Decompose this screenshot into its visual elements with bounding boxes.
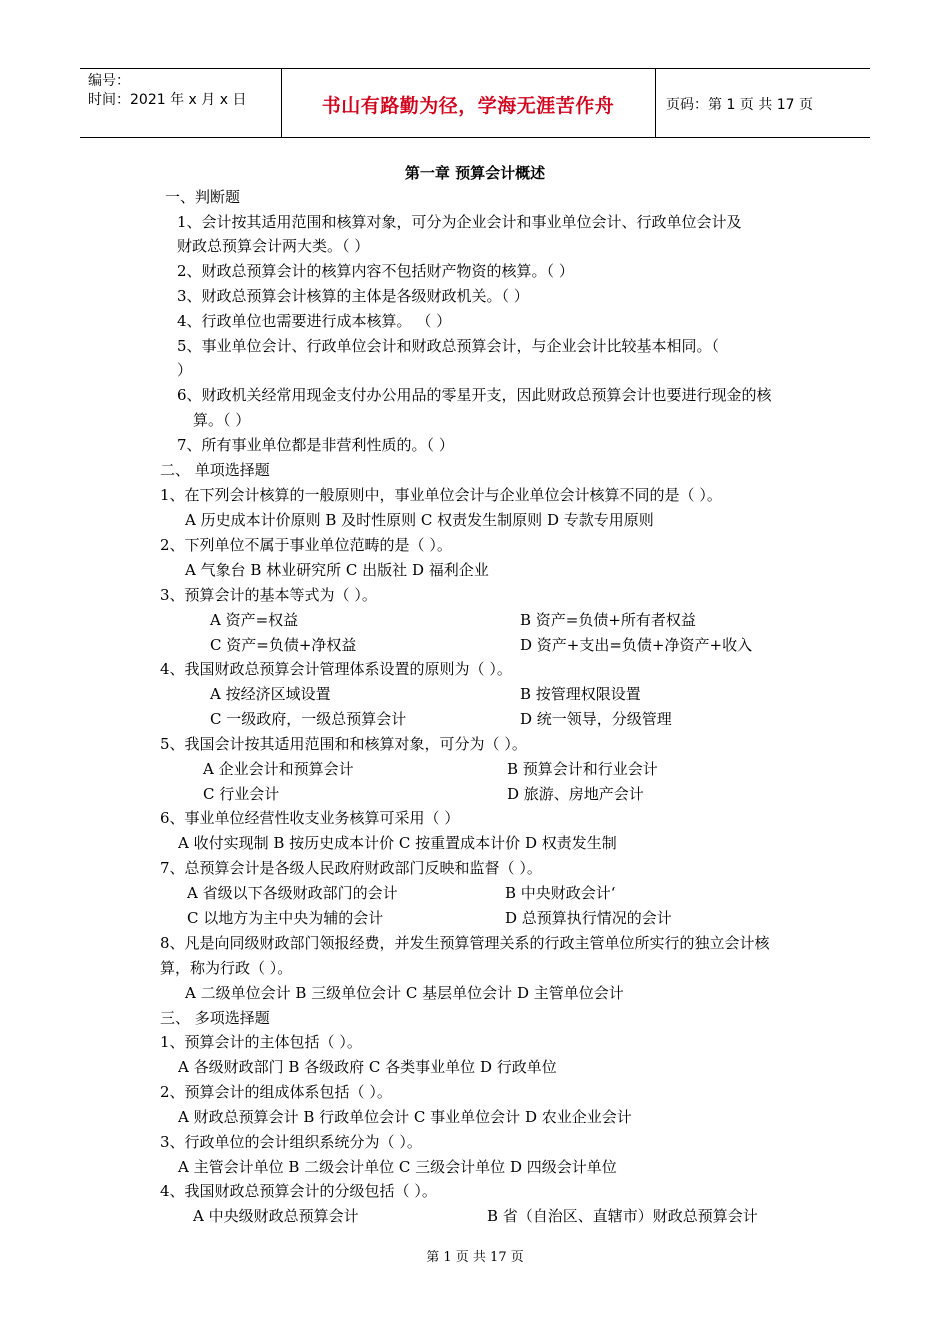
option-line: D 旅游、房地产会计 xyxy=(507,785,644,803)
option-line: B 预算会计和行业会计 xyxy=(507,760,658,778)
question-line: 6、财政机关经常用现金支付办公用品的零星开支，因此财政总预算会计也要进行现金的核 xyxy=(177,386,772,404)
option-line: B 省（自治区、直辖市）财政总预算会计 xyxy=(487,1207,758,1225)
question-line: 财政总预算会计两大类。（ ） xyxy=(177,237,370,255)
question-line: 5、事业单位会计、行政单位会计和财政总预算会计，与企业会计比较基本相同。（ xyxy=(177,337,720,355)
option-line: C 资产=负债+净权益 xyxy=(210,636,357,654)
option-line: A 气象台 B 林业研究所 C 出版社 D 福利企业 xyxy=(185,561,489,579)
header-motto: 书山有路勤为径，学海无涯苦作舟 xyxy=(321,95,615,117)
option-line: B 按管理权限设置 xyxy=(520,685,641,703)
option-line: A 主管会计单位 B 二级会计单位 C 三级会计单位 D 四级会计单位 xyxy=(178,1158,617,1176)
question-line: 7、总预算会计是各级人民政府财政部门反映和监督（ ）。 xyxy=(160,859,542,877)
section-heading: 三、 多项选择题 xyxy=(160,1009,270,1027)
option-line: A 资产=权益 xyxy=(210,611,299,629)
question-line: 4、我国财政总预算会计的分级包括（ ）。 xyxy=(160,1182,437,1200)
option-line: B 中央财政会计‘ xyxy=(505,884,616,902)
document-date: 时间：2021 年 x 月 x 日 xyxy=(88,92,247,108)
section-heading: 一、判断题 xyxy=(165,188,241,206)
question-line: ） xyxy=(177,361,193,379)
question-line: 2、下列单位不属于事业单位范畴的是（ ）。 xyxy=(160,536,452,554)
question-line: 4、行政单位也需要进行成本核算。 （ ） xyxy=(177,312,452,330)
question-line: 7、所有事业单位都是非营利性质的。（ ） xyxy=(177,436,454,454)
question-line: 算。（ ） xyxy=(193,411,251,429)
header-page-info: 页码：第 1 页 共 17 页 xyxy=(666,97,813,113)
question-line: 6、事业单位经营性收支业务核算可采用（ ） xyxy=(160,809,460,827)
option-line: A 各级财政部门 B 各级政府 C 各类事业单位 D 行政单位 xyxy=(178,1058,557,1076)
question-line: 3、预算会计的基本等式为（ ）。 xyxy=(160,586,377,604)
option-line: A 财政总预算会计 B 行政单位会计 C 事业单位会计 D 农业企业会计 xyxy=(178,1108,632,1126)
option-line: A 按经济区域设置 xyxy=(210,685,331,703)
question-line: 3、财政总预算会计核算的主体是各级财政机关。（ ） xyxy=(177,287,529,305)
question-line: 4、我国财政总预算会计管理体系设置的原则为（ ）。 xyxy=(160,660,512,678)
chapter-title: 第一章 预算会计概述 xyxy=(404,164,546,182)
question-line: 5、我国会计按其适用范围和和核算对象，可分为（ ）。 xyxy=(160,735,527,753)
question-line: 3、行政单位的会计组织系统分为（ ）。 xyxy=(160,1133,422,1151)
document-number-label: 编号： xyxy=(88,73,130,89)
option-line: C 一级政府，一级总预算会计 xyxy=(210,710,407,728)
question-line: 2、预算会计的组成体系包括（ ）。 xyxy=(160,1083,392,1101)
option-line: D 资产+支出=负债+净资产+收入 xyxy=(520,636,753,654)
option-line: C 行业会计 xyxy=(203,785,280,803)
section-heading: 二、 单项选择题 xyxy=(160,461,270,479)
option-line: D 总预算执行情况的会计 xyxy=(505,909,672,927)
option-line: A 二级单位会计 B 三级单位会计 C 基层单位会计 D 主管单位会计 xyxy=(185,984,624,1002)
question-line: 8、凡是向同级财政部门领报经费，并发生预算管理关系的行政主管单位所实行的独立会计核 xyxy=(160,934,770,952)
question-line: 1、在下列会计核算的一般原则中，事业单位会计与企业单位会计核算不同的是（ ）。 xyxy=(160,486,722,504)
question-line: 算，称为行政（ ）。 xyxy=(160,959,293,977)
header-divider xyxy=(655,69,656,137)
page-header xyxy=(80,68,870,138)
header-left xyxy=(88,72,246,110)
option-line: A 企业会计和预算会计 xyxy=(203,760,354,778)
option-line: A 中央级财政总预算会计 xyxy=(193,1207,359,1225)
option-line: A 省级以下各级财政部门的会计 xyxy=(187,884,398,902)
option-line: D 统一领导，分级管理 xyxy=(520,710,672,728)
option-line: A 收付实现制 B 按历史成本计价 C 按重置成本计价 D 权责发生制 xyxy=(178,834,617,852)
question-line: 2、财政总预算会计的核算内容不包括财产物资的核算。（ ） xyxy=(177,262,574,280)
option-line: C 以地方为主中央为辅的会计 xyxy=(187,909,384,927)
page-footer: 第 1 页 共 17 页 xyxy=(426,1250,524,1265)
question-line: 1、预算会计的主体包括（ ）。 xyxy=(160,1033,362,1051)
option-line: A 历史成本计价原则 B 及时性原则 C 权责发生制原则 D 专款专用原则 xyxy=(185,511,654,529)
question-line: 1、会计按其适用范围和核算对象，可分为企业会计和事业单位会计、行政单位会计及 xyxy=(177,213,742,231)
option-line: B 资产=负债+所有者权益 xyxy=(520,611,696,629)
